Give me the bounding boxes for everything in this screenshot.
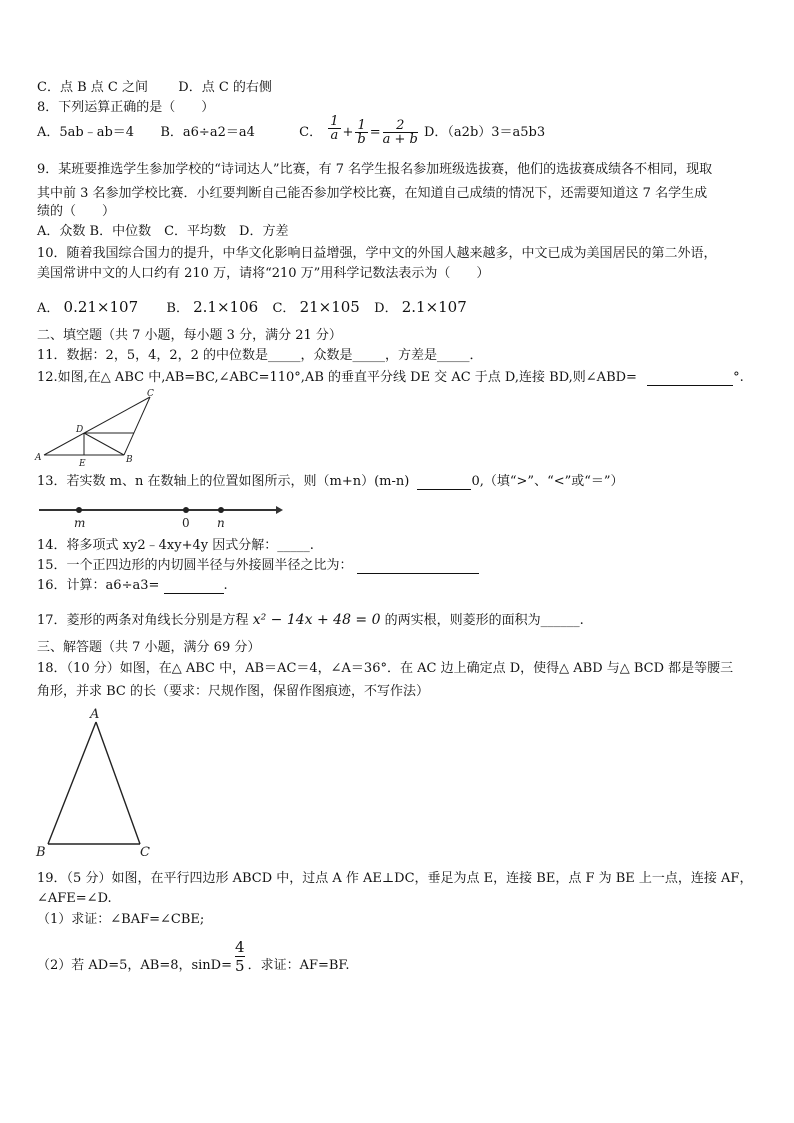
- q8-fraction-3: $\frac{2}{a + b}$: [382, 118, 418, 147]
- q15-answer-blank: [357, 573, 479, 574]
- q7-options: [37, 80, 272, 96]
- q9-line-2: 其中前 3 名参加学校比赛．小红要判断自己能否参加学校比赛，在知道自己成绩的情况下，还需要知道这 7 名学生成: [37, 186, 708, 201]
- q12-text: 12.如图,在△ ABC 中,AB=BC,∠ABC=110°,AB 的垂直平分线 DE 交 AC 于点 D,连接 BD,则∠ABD= °.: [37, 370, 744, 385]
- label-b: B: [36, 845, 46, 860]
- q16-text: 16．计算：a6÷a3= .: [37, 578, 228, 593]
- label-m: m: [74, 516, 86, 530]
- q18-line-2: 角形，并求 BC 的长（要求：尺规作图，保留作图痕迹，不写作法）: [37, 684, 430, 699]
- segment-bd: [84, 433, 124, 455]
- q15-text: 15．一个正四边形的内切圆半径与外接圆半径之比为：: [37, 558, 479, 574]
- label-a: A: [90, 707, 100, 722]
- label-e: E: [79, 459, 86, 468]
- label-n: n: [217, 516, 225, 530]
- q10-option-b: 2.1×106: [193, 298, 259, 316]
- sin-d-fraction: $\frac{4}{5}$: [235, 938, 245, 975]
- q7-option-c: C．点 B 点 C 之间: [37, 80, 148, 95]
- segment-bc: [124, 397, 150, 455]
- q7-option-d: D．点 C 的右侧: [178, 80, 272, 95]
- q17-equation: x² − 14x + 48 = 0: [252, 612, 381, 628]
- segment-ab: [48, 722, 96, 844]
- q9-line-1: 9．某班要推选学生参加学校的“诗词达人”比赛，有 7 名学生报名参加班级选拔赛，他们的选拔赛成绩各不相同，现取: [37, 162, 713, 177]
- segment-ac: [96, 722, 140, 844]
- q10-options: A． 0.21×107 B． 2.1×106 C． 21×105 D． 2.1×107: [37, 298, 467, 316]
- q9-line-3: 绩的（ ）: [37, 204, 116, 219]
- label-o: 0: [182, 516, 190, 530]
- section-2-heading: 二、填空题（共 7 小题，每小题 3 分，满分 21 分）: [37, 328, 342, 343]
- label-a: A: [35, 453, 42, 463]
- q18-line-1: 18．（10 分）如图，在△ ABC 中，AB＝AC＝4，∠A＝36°．在 AC 边上确定点 D，使得△ ABD 与△ BCD 都是等腰三: [37, 661, 734, 676]
- q12-answer-blank: [647, 385, 733, 386]
- q18-isosceles-triangle-figure: [32, 704, 162, 860]
- segment-ac: [44, 397, 150, 455]
- point-m: [76, 507, 82, 513]
- q19-line-2: ∠AFE=∠D.: [37, 891, 112, 906]
- q8-option-b: B．a6÷a2＝a4: [160, 125, 255, 140]
- q9-options: A．众数 B．中位数 C．平均数 D．方差: [37, 224, 289, 239]
- q13-text: 13．若实数 m、n 在数轴上的位置如图所示，则（m+n）(m-n) 0,（填“>”、“<”或“＝”）: [37, 474, 624, 489]
- label-b: B: [126, 455, 133, 465]
- q11-text: 11．数据：2，5，4，2，2 的中位数是_____，众数是_____，方差是_____．: [37, 348, 483, 363]
- point-n: [218, 507, 224, 513]
- q10-option-d: 2.1×107: [401, 298, 467, 316]
- q12-triangle-figure: [34, 388, 164, 468]
- label-c: C: [140, 845, 150, 860]
- q8-stem: 8．下列运算正确的是（ ）: [37, 100, 215, 115]
- q8-option-c-label: C．: [299, 125, 323, 140]
- q14-text: 14．将多项式 xy2﹣4xy+4y 因式分解：_____.: [37, 538, 314, 553]
- label-c: C: [147, 389, 154, 399]
- q13-answer-blank: [417, 489, 471, 490]
- q10-option-c: 21×105: [299, 298, 360, 316]
- arrow-head: [276, 506, 283, 514]
- q10-option-a: 0.21×107: [63, 298, 139, 316]
- q16-answer-blank: [164, 593, 224, 594]
- q19-part-1: （1）求证：∠BAF=∠CBE;: [37, 912, 205, 927]
- q19-part-2: （2）若 AD=5，AB=8，sinD= $\frac{4}{5}$ ．求证：AF=BF.: [37, 938, 350, 975]
- point-o: [183, 507, 189, 513]
- q13-number-line: [36, 500, 286, 530]
- q8-option-a: A．5ab﹣ab＝4: [37, 125, 135, 140]
- q10-line-1: 10．随着我国综合国力的提升，中华文化影响日益增强，学中文的外国人越来越多，中文已成为美国居民的第二外语，: [37, 246, 717, 261]
- section-3-heading: 三、解答题（共 7 小题，满分 69 分）: [37, 640, 261, 655]
- q10-line-2: 美国常讲中文的人口约有 210 万，请将“210 万”用科学记数法表示为（ ）: [37, 266, 490, 281]
- q8-options: A．5ab﹣ab＝4 B．a6÷a2＝a4 C． $\frac{1}{a}$ + $\frac{1}{b}$ = $\frac{2}{a + b}$ D．（a2b）3＝a5b3: [37, 114, 546, 147]
- q8-fraction-2: $\frac{1}{b}$: [357, 118, 366, 147]
- q8-fraction-1: $\frac{1}{a}$: [330, 114, 339, 143]
- q8-option-d: D．（a2b）3＝a5b3: [424, 125, 546, 140]
- q19-line-1: 19．（5 分）如图，在平行四边形 ABCD 中，过点 A 作 AE⊥DC，垂足为点 E，连接 BE，点 F 为 BE 上一点，连接 AF，: [37, 871, 753, 886]
- label-d: D: [76, 425, 84, 435]
- q17-text: 17．菱形的两条对角线长分别是方程 x² − 14x + 48 = 0 的两实根，则菱形的面积为______.: [37, 612, 584, 628]
